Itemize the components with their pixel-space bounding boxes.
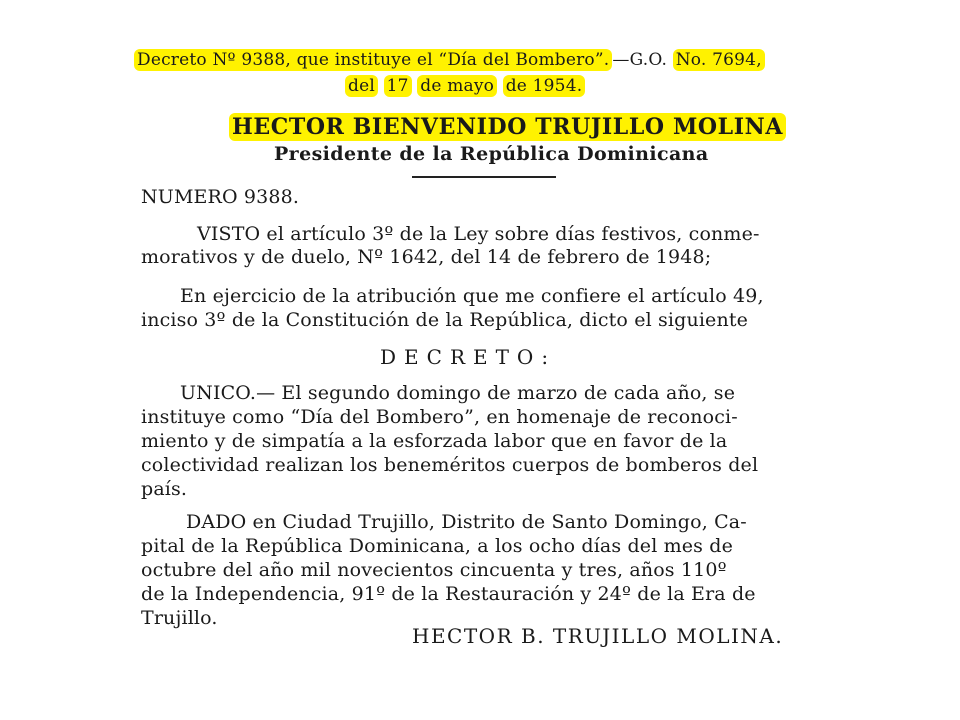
dado-line-1: DADO en Ciudad Trujillo, Distrito de Santo Domingo, Ca- <box>186 511 747 533</box>
president-name-title: HECTOR BIENVENIDO TRUJILLO MOLINA <box>229 113 786 141</box>
dado-line-2: pital de la República Dominicana, a los ocho días del mes de <box>141 535 733 557</box>
dado-line-5: Trujillo. <box>141 607 218 629</box>
date-year: de 1954. <box>503 75 586 97</box>
president-subtitle: Presidente de la República Dominicana <box>274 143 709 165</box>
decree-reference: Decreto Nº 9388, que instituye el “Día del Bombero”. <box>134 49 612 71</box>
date-day: 17 <box>384 75 412 97</box>
unico-line-4: colectividad realizan los beneméritos cuerpos de bomberos del <box>141 454 759 476</box>
visto-line-2: morativos y de duelo, Nº 1642, del 14 de febrero de 1948; <box>141 246 712 268</box>
gazette-prefix: —G.O. <box>612 50 668 70</box>
divider-rule <box>412 176 556 178</box>
date-month: de mayo <box>417 75 497 97</box>
date-del: del <box>345 75 378 97</box>
gazette-number: No. 7694, <box>673 49 765 71</box>
dado-line-3: octubre del año mil novecientos cincuenta y tres, años 110º <box>141 559 727 581</box>
unico-line-2: instituye como “Día del Bombero”, en homenaje de reconoci- <box>141 406 738 428</box>
decreto-heading: DECRETO: <box>380 345 557 369</box>
dado-line-4: de la Independencia, 91º de la Restauración y 24º de la Era de <box>141 583 756 605</box>
unico-line-1: UNICO.— El segundo domingo de marzo de cada año, se <box>180 382 736 404</box>
unico-line-5: país. <box>141 478 188 500</box>
decree-number: NUMERO 9388. <box>141 186 300 208</box>
visto-line-1: VISTO el artículo 3º de la Ley sobre días festivos, conme- <box>197 223 760 245</box>
header-line-1 <box>134 50 765 70</box>
unico-line-3: miento y de simpatía a la esforzada labor que en favor de la <box>141 430 728 452</box>
ejercicio-line-2: inciso 3º de la Constitución de la República, dicto el siguiente <box>141 309 749 331</box>
header-line-2 <box>345 76 585 96</box>
ejercicio-line-1: En ejercicio de la atribución que me confiere el artículo 49, <box>180 285 764 307</box>
signature-line: HECTOR B. TRUJILLO MOLINA. <box>412 624 784 648</box>
